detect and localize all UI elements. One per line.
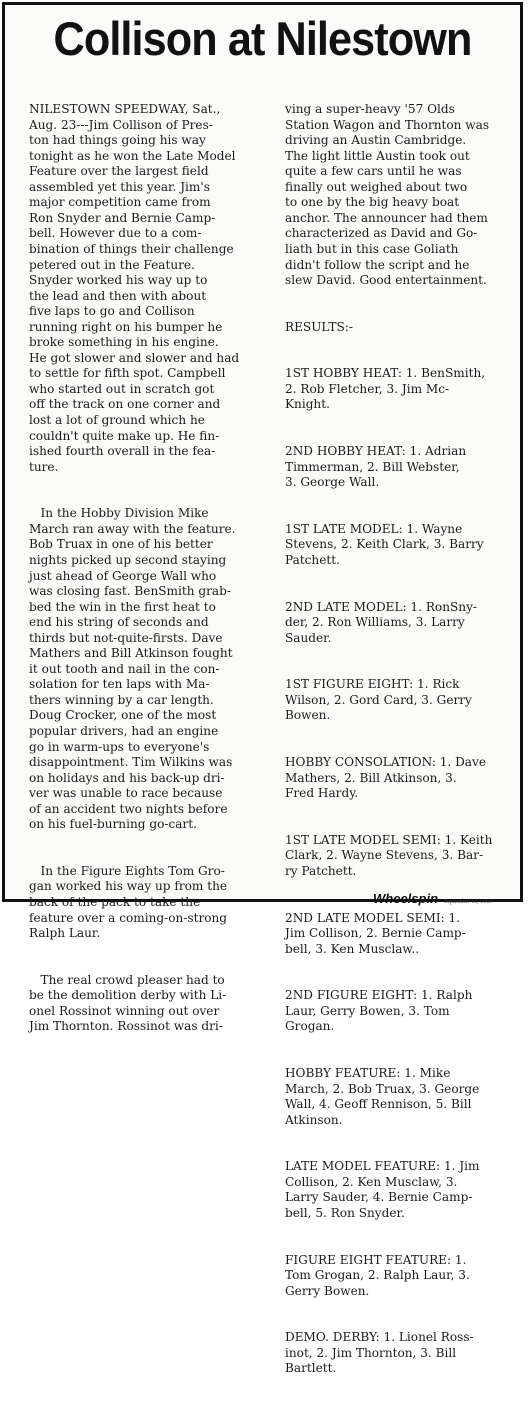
publication-date: September 18, 1969	[444, 899, 493, 905]
paragraph-derby-continued: ving a super-heavy '57 Olds Station Wagon and Thornton was driving an Austin Cambridge. The light little Austin took out quite a few cars until he was finally out weighed about two to one by the big heavy boat anchor. The announcer had them characterized as David and Go- liath but in this case Goliath didn't follow the script and he slew David. Good entertainment.	[285, 102, 490, 288]
headline: Collison at Nilestown	[53, 12, 472, 65]
result-entry: 2ND FIGURE EIGHT: 1. Ralph Laur, Gerry Bowen, 3. Tom Grogan.	[285, 988, 473, 1034]
publication-logo: Wheelspin	[373, 891, 439, 906]
left-column	[29, 71, 269, 1066]
result-entry: LATE MODEL FEATURE: 1. Jim Collison, 2. Ken Musclaw, 3. Larry Sauder, 4. Bernie Camp- bell, 5. Ron Snyder.	[285, 1159, 480, 1220]
result-entry: DEMO. DERBY: 1. Lionel Ross- inot, 2. Jim Thornton, 3. Bill Bartlett.	[285, 1330, 474, 1376]
result-entry: 1ST HOBBY HEAT: 1. BenSmith, 2. Rob Fletcher, 3. Jim Mc- Knight.	[285, 366, 486, 412]
result-entry: HOBBY CONSOLATION: 1. Dave Mathers, 2. Bill Atkinson, 3. Fred Hardy.	[285, 755, 487, 801]
result-entry: 1ST LATE MODEL SEMI: 1. Keith Clark, 2. Wayne Stevens, 3. Bar- ry Patchett.	[285, 832, 493, 878]
result-entry: 2ND HOBBY HEAT: 1. Adrian Timmerman, 2. Bill Webster, 3. George Wall.	[285, 444, 467, 490]
clipping-frame	[2, 2, 523, 1376]
paragraph-figure-eights: In the Figure Eights Tom Gro- gan worked his way up from the back of the pack to take the feature over a coming-on-strong Ralph Laur.	[29, 863, 228, 941]
right-column	[285, 71, 517, 1408]
result-entry: 2ND LATE MODEL SEMI: 1. Jim Collison, 2. Bernie Camp- bell, 3. Ken Musclaw..	[285, 910, 466, 956]
result-entry: 2ND LATE MODEL: 1. RonSny- der, 2. Ron Williams, 3. Larry Sauder.	[285, 599, 477, 645]
paragraph-hobby-division: In the Hobby Division Mike March ran away with the feature. Bob Truax in one of his better nights picked up second staying just ahead of George Wall who was closing fast. BenSmith grab- bed the win in the first heat to end his string of seconds and thirds but not-quite-firsts. Dave Mathers and Bill Atkinson fought it out tooth and nail in the con- solation for ten laps with Ma- thers winning by a car length. Doug Crocker, one of the most popular drivers, had an engine go in warm-ups to everyone's disappointment. Tim Wilkins was on holidays and his back-up dri- ver was unable to race because of an accident two nights before on his fuel-burning go-cart.	[29, 506, 236, 832]
result-entry: FIGURE EIGHT FEATURE: 1. Tom Grogan, 2. Ralph Laur, 3. Gerry Bowen.	[285, 1252, 470, 1298]
result-entry: 1ST FIGURE EIGHT: 1. Rick Wilson, 2. Gord Card, 3. Gerry Bowen.	[285, 677, 472, 723]
paragraph-demolition-derby: The real crowd pleaser had to be the demolition derby with Li- onel Rossinot winning out over Jim Thornton. Rossinot was dri-	[29, 972, 227, 1034]
results-label: RESULTS:-	[285, 319, 353, 334]
result-entry: HOBBY FEATURE: 1. Mike March, 2. Bob Truax, 3. George Wall, 4. Geoff Rennison, 5. Bill Atkinson.	[285, 1066, 480, 1127]
publication-footer	[373, 891, 492, 906]
result-entry: 1ST LATE MODEL: 1. Wayne Stevens, 2. Keith Clark, 3. Barry Patchett.	[285, 521, 484, 567]
paragraph-race-report: NILESTOWN SPEEDWAY, Sat., Aug. 23---Jim Collison of Pres- ton had things going his way tonight as he won the Late Model Feature over the largest field assembled yet this year. Jim's major competition came from Ron Snyder and Bernie Camp- bell. However due to a com- bination of things their challenge petered out in the Feature. Snyder worked his way up to the lead and then with about five laps to go and Collison running right on his bumper he broke something in his engine. He got slower and slower and had to settle for fifth spot. Campbell who started out in scratch got off the track on one corner and lost a lot of ground which he couldn't quite make up. He fin- ished fourth overall in the fea- ture.	[29, 102, 240, 474]
